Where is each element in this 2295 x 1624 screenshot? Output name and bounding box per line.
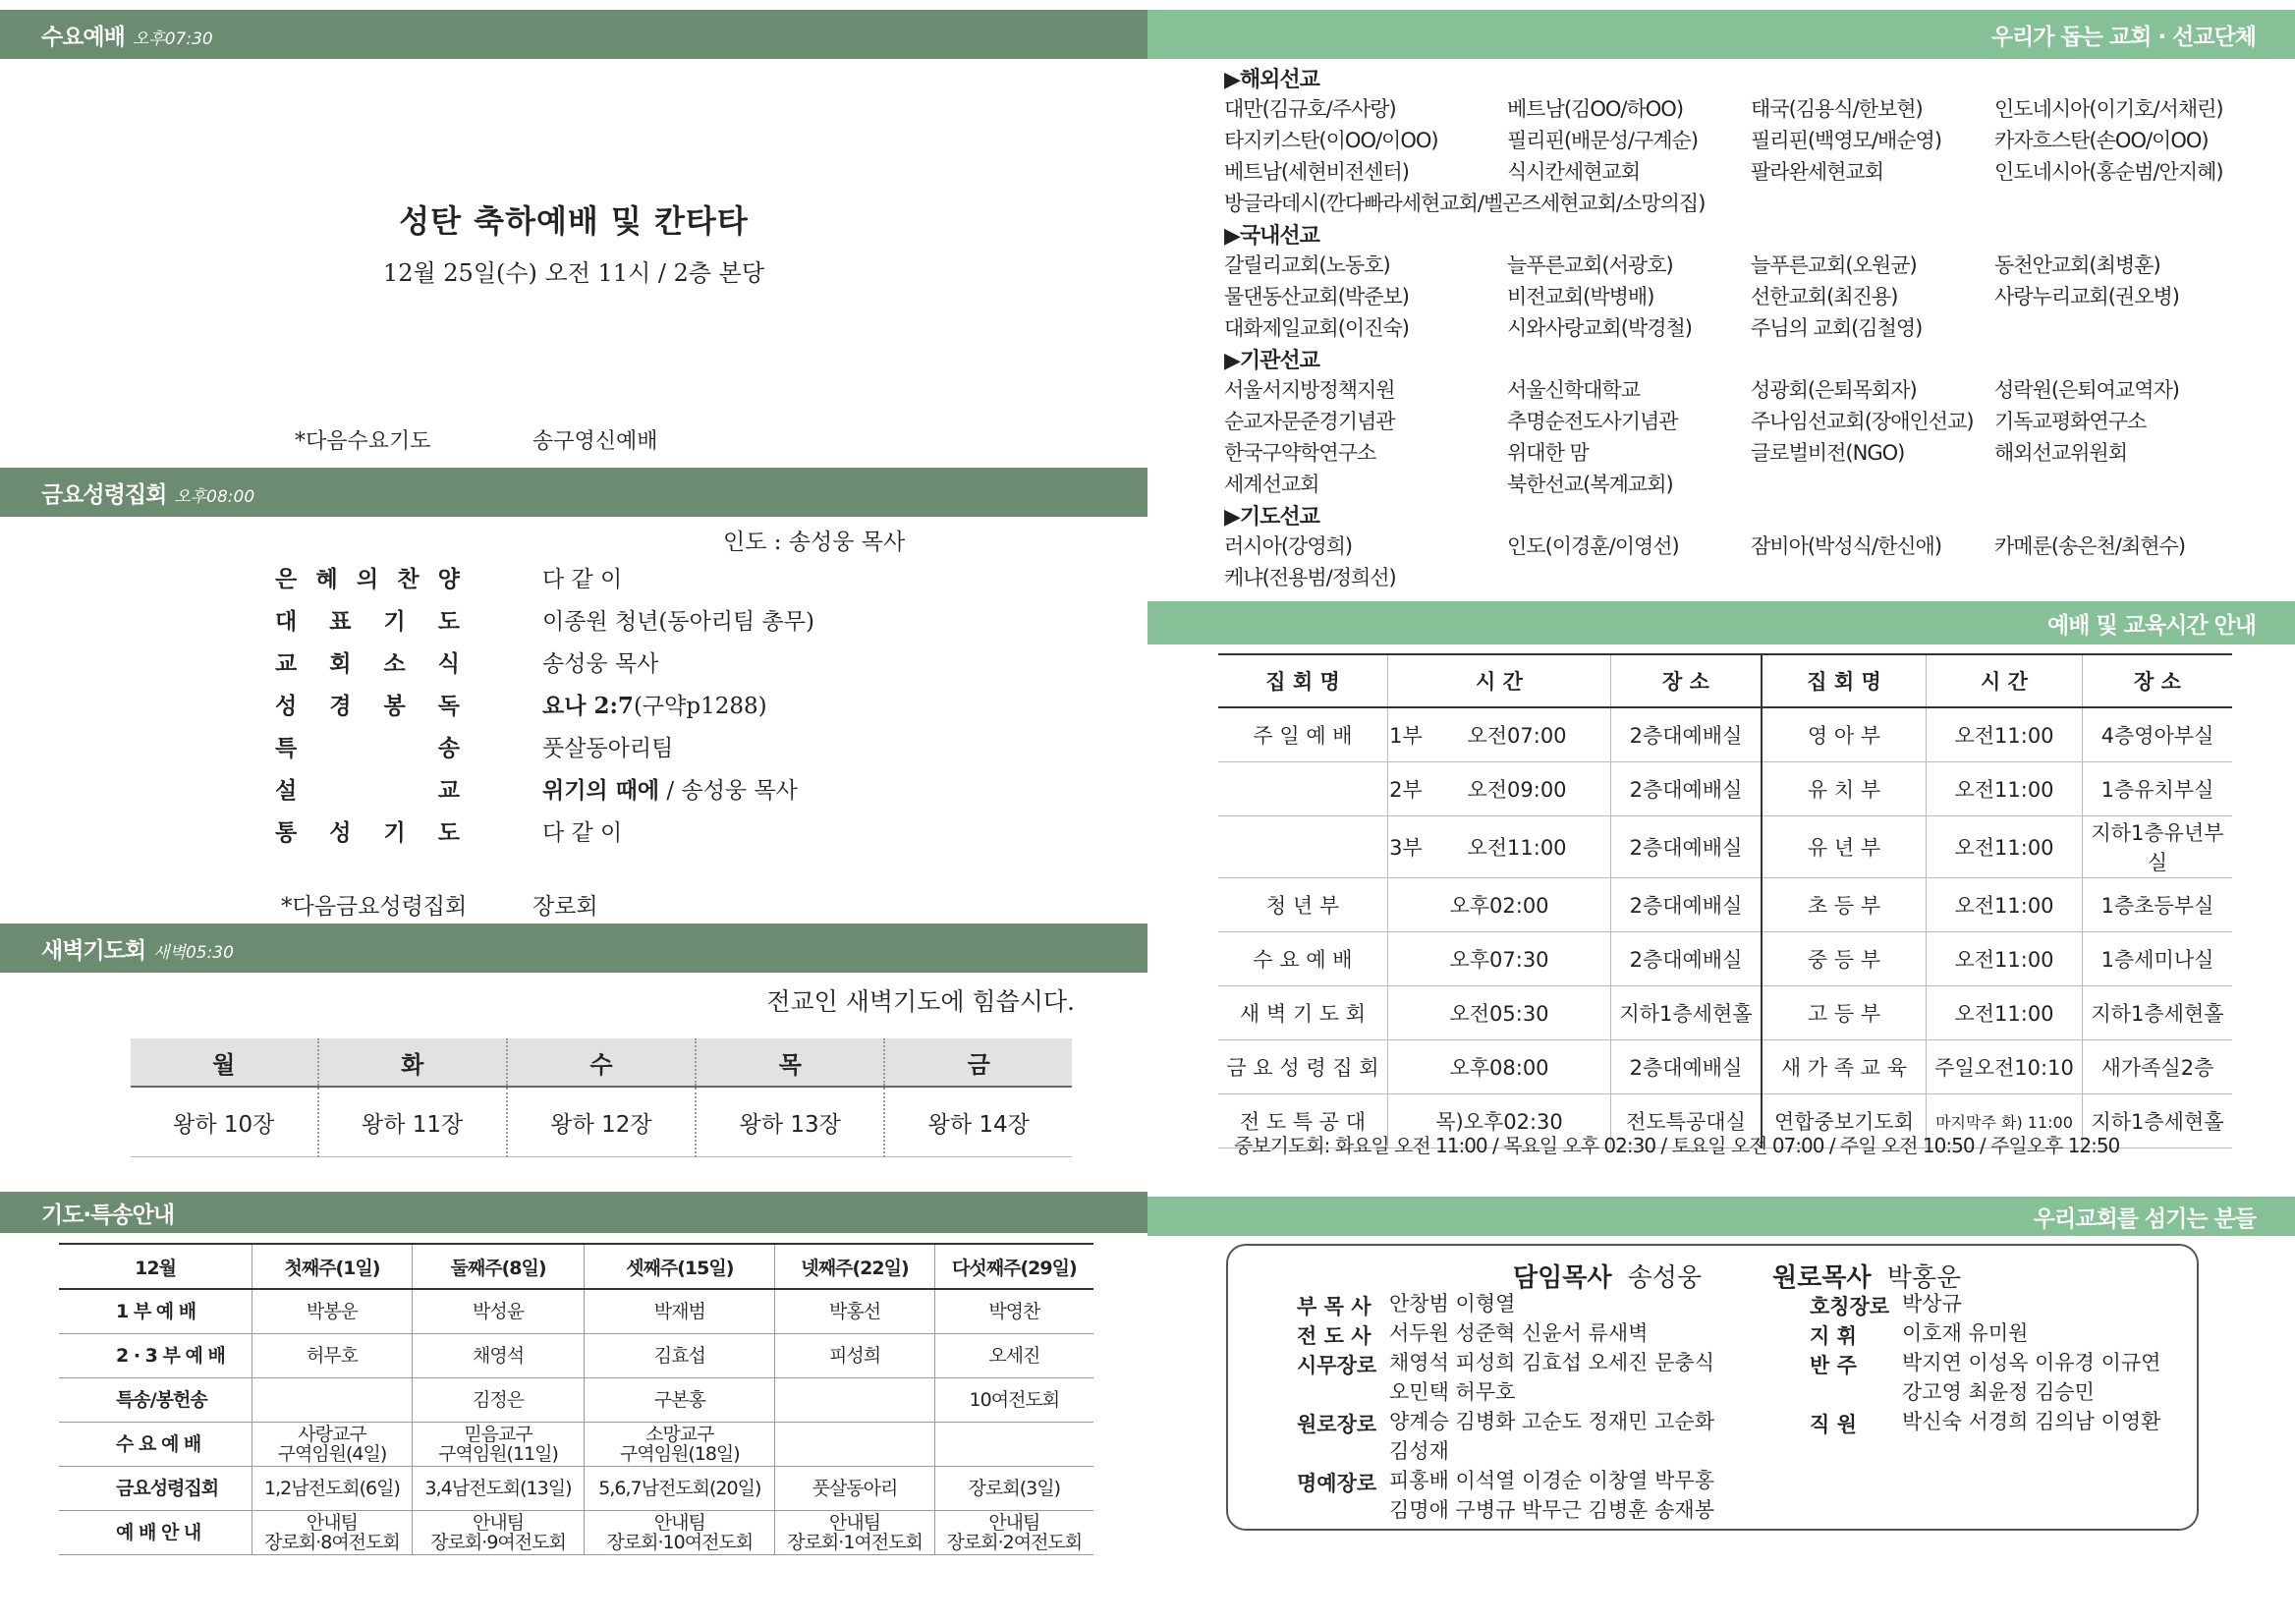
prayer-row [59, 1289, 1093, 1334]
prayer-cell [775, 1378, 934, 1423]
schedule-cell: 지하1층세현홀 [2083, 986, 2233, 1040]
prayer-cell: 5,6,7남전도회(20일) [585, 1467, 775, 1511]
program-item-text: 풋살동아리팀 [542, 736, 674, 761]
mission-item: 갈릴리교회(노동호) [1224, 253, 1390, 277]
prayer-cell: 소망교구 구역임원(18일) [585, 1423, 775, 1467]
mission-item [1751, 469, 1994, 500]
staff-title: 우리교회를 섬기는 분들 [2033, 1205, 2256, 1232]
bible-reading: 왕하 13장 [696, 1087, 884, 1157]
weekday-header: 목 [696, 1038, 884, 1087]
prayer-cell: 피성희 [775, 1334, 934, 1378]
next-wednesday-value: 송구영신예배 [532, 429, 658, 454]
program-item-value [542, 730, 673, 762]
staff-names: 박상규 [1902, 1292, 1962, 1316]
mission-item: 비전교회(박병배) [1507, 285, 1654, 308]
prayer-cell [934, 1423, 1093, 1467]
program-item-char: 식 [437, 651, 462, 677]
intercession-note: 중보기도회: 화요일 오전 11:00 / 목요일 오후 02:30 / 토요일 오전 07:00 / 주일 오전 10:50 / 주일오후 12:50 [1234, 1134, 2120, 1157]
program-item-label [275, 730, 462, 762]
schedule-title: 예배 및 교육시간 안내 [2047, 612, 2256, 639]
prayer-column-header: 다섯째주(29일) [934, 1244, 1093, 1289]
staff-role: 부 목 사 [1297, 1295, 1371, 1318]
mission-item: 세계선교회 [1224, 473, 1319, 496]
schedule-cell: 지하1층세현홀 [1611, 986, 1763, 1040]
next-wednesday-label: *다음수요기도 [295, 429, 431, 454]
program-item-char: 은 [275, 567, 300, 592]
dawn-time: 새벽05:30 [153, 942, 234, 963]
wednesday-time: 오후07:30 [132, 28, 213, 49]
program-item-text: / 송성웅 목사 [659, 778, 798, 804]
schedule-cell: 오전11:00 [1927, 932, 2083, 986]
program-item-label [275, 561, 462, 593]
mission-item: 해외선교위원회 [1994, 441, 2128, 465]
schedule-cell: 지하1층유년부실 [2083, 816, 2233, 878]
prayer-cell: 장로회(3일) [934, 1467, 1093, 1511]
schedule-cell: 목)오후02:30 [1388, 1094, 1611, 1148]
program-item-char: 혜 [315, 567, 340, 592]
schedule-row [1218, 1040, 2232, 1094]
prayer-cell: 허무호 [252, 1334, 413, 1378]
program-item-text: 송성웅 목사 [542, 651, 659, 677]
schedule-cell: 새가족실2층 [2083, 1040, 2233, 1094]
friday-title: 금요성령집회 [41, 481, 167, 508]
program-item-char: 의 [356, 567, 381, 592]
prayer-cell: 풋살동아리 [775, 1467, 934, 1511]
mission-item: 늘푸른교회(오원균) [1751, 253, 1917, 277]
prayer-column-header: 둘째주(8일) [412, 1244, 584, 1289]
program-item-emphasis: 위기의 때에 [542, 777, 660, 804]
prayer-title: 기도·특송안내 [41, 1202, 175, 1228]
prayer-row [59, 1334, 1093, 1378]
mission-item: 한국구약학연구소 [1224, 441, 1376, 465]
schedule-row [1218, 762, 2232, 816]
friday-header-bar [0, 468, 1148, 517]
mission-item: 케냐(전용범/정희선) [1224, 566, 1396, 589]
schedule-cell: 오전11:00 [1927, 707, 2083, 762]
prayer-cell: 박영찬 [934, 1289, 1093, 1334]
mission-item: 동천안교회(최병훈) [1994, 253, 2160, 277]
program-item-char: 독 [437, 694, 462, 719]
schedule-column-header: 시 간 [1927, 654, 2083, 707]
mission-item [1994, 562, 2250, 593]
prayer-table [59, 1243, 1093, 1555]
triangle-icon: ▶ [1224, 505, 1240, 530]
next-friday-label: *다음금요성령집회 [281, 894, 468, 920]
mission-section-name: 국내선교 [1239, 224, 1319, 249]
mission-item: 팔라완세현교회 [1751, 160, 1884, 184]
schedule-cell: 주일오전10:10 [1927, 1040, 2083, 1094]
program-item-char: 양 [437, 567, 462, 592]
staff-role: 지 휘 [1810, 1324, 1857, 1348]
schedule-cell: 새 가 족 교 육 [1762, 1040, 1927, 1094]
staff-role: 시무장로 [1297, 1354, 1377, 1377]
program-item-value [542, 645, 658, 678]
prayer-cell: 박봉운 [252, 1289, 413, 1334]
mission-item: 대화제일교회(이진숙) [1224, 316, 1409, 340]
program-item-char: 교 [275, 651, 300, 677]
mission-item: 주나임선교회(장애인선교) [1751, 410, 1974, 433]
schedule-cell: 2층대예배실 [1611, 878, 1763, 932]
schedule-cell: 1층초등부실 [2083, 878, 2233, 932]
schedule-cell: 유 치 부 [1762, 762, 1927, 816]
program-item-text: 다 같 이 [542, 820, 623, 846]
program-item-text: 이종원 청년(동아리팀 총무) [542, 609, 814, 635]
prayer-row-label: 2 · 3 부 예 배 [59, 1334, 252, 1378]
mission-item: 성광회(은퇴목회자) [1751, 378, 1917, 402]
program-item-char: 기 [383, 609, 408, 635]
program-item-text: 다 같 이 [542, 567, 623, 592]
emeritus-pastor-name: 박홍운 [1886, 1263, 1962, 1293]
staff-names: 이호재 유미원 [1902, 1321, 2029, 1345]
mission-item: 인도(이경훈/이영선) [1507, 534, 1679, 558]
mission-item: 카메룬(송은천/최현수) [1994, 534, 2186, 558]
schedule-cell: 1층유치부실 [2083, 762, 2233, 816]
staff-names: 채영석 피성희 김효섭 오세진 문충식 오민택 허무호 [1389, 1351, 1714, 1404]
mission-grid [1224, 250, 2266, 344]
schedule-cell: 오전11:00 [1927, 816, 2083, 878]
prayer-cell: 믿음교구 구역임원(11일) [412, 1423, 584, 1467]
event-detail: 12월 25일(수) 오전 11시 / 2층 본당 [382, 259, 765, 287]
prayer-cell: 구본홍 [585, 1378, 775, 1423]
prayer-row [59, 1511, 1093, 1555]
schedule-column-header: 장 소 [1611, 654, 1763, 707]
prayer-column-header: 첫째주(1일) [252, 1244, 413, 1289]
program-item-char: 봉 [383, 694, 408, 719]
program-item-emphasis: 요나 2:7 [542, 693, 634, 719]
schedule-cell: 지하1층세현홀 [2083, 1094, 2233, 1148]
schedule-cell: 오전05:30 [1388, 986, 1611, 1040]
staff-box [1226, 1244, 2199, 1531]
mission-section-name: 해외선교 [1239, 68, 1319, 92]
prayer-cell: 김효섭 [585, 1334, 775, 1378]
program-item-text: (구약p1288) [633, 694, 767, 719]
staff-role: 원로장로 [1297, 1413, 1377, 1436]
friday-program-row [275, 641, 963, 683]
senior-pastor-name: 송성웅 [1627, 1263, 1703, 1293]
prayer-cell: 김정은 [412, 1378, 584, 1423]
missions-list [1224, 63, 2266, 593]
prayer-column-header: 12월 [59, 1244, 252, 1289]
schedule-cell: 주 일 예 배 [1218, 707, 1388, 762]
program-item-char: 특 [275, 736, 300, 761]
staff-role: 직 원 [1810, 1413, 1857, 1436]
prayer-column-header: 셋째주(15일) [585, 1244, 775, 1289]
dawn-header-bar [0, 924, 1148, 973]
weekday-header: 금 [884, 1038, 1072, 1087]
mission-grid [1224, 531, 2266, 593]
mission-item [1507, 562, 1751, 593]
program-item-char: 도 [437, 609, 462, 635]
prayer-row-label: 특송/봉헌송 [59, 1378, 252, 1423]
program-item-char: 설 [275, 778, 300, 804]
mission-item: 북한선교(복계교회) [1507, 473, 1673, 496]
schedule-cell [1218, 762, 1388, 816]
prayer-cell: 안내팀 장로회·2여전도회 [934, 1511, 1093, 1555]
program-item-char: 도 [437, 820, 462, 846]
mission-item: 카자흐스탄(손OO/이OO) [1994, 129, 2209, 152]
staff-names: 박지연 이성옥 이유경 이규연 강고영 최윤정 김승민 [1902, 1351, 2161, 1404]
schedule-cell: 2층대예배실 [1611, 707, 1763, 762]
friday-program-row [275, 725, 963, 767]
mission-item: 글로벌비전(NGO) [1751, 441, 1905, 465]
staff-names: 박신숙 서경희 김의남 이영환 [1902, 1410, 2161, 1433]
program-item-label [275, 688, 462, 720]
triangle-icon: ▶ [1224, 68, 1240, 92]
prayer-cell [252, 1378, 413, 1423]
prayer-column-header: 넷째주(22일) [775, 1244, 934, 1289]
mission-item: 인도네시아(이기호/서채린) [1994, 97, 2223, 121]
emeritus-pastor-label: 원로목사 [1772, 1263, 1872, 1293]
missions-title: 우리가 돕는 교회 · 선교단체 [1990, 24, 2256, 50]
mission-item: 태국(김용식/한보현) [1751, 97, 1923, 121]
mission-item: 필리핀(배문성/구계순) [1507, 129, 1699, 152]
mission-item: 베트남(김OO/하OO) [1507, 97, 1684, 121]
program-item-char: 통 [275, 820, 300, 846]
schedule-cell: 오후07:30 [1388, 932, 1611, 986]
mission-item: 식시칸세현교회 [1507, 160, 1641, 184]
schedule-cell: 오전11:00 [1927, 762, 2083, 816]
prayer-row-label: 예 배 안 내 [59, 1511, 252, 1555]
schedule-cell: 1층세미나실 [2083, 932, 2233, 986]
senior-pastor-label: 담임목사 [1513, 1263, 1612, 1293]
prayer-cell [775, 1423, 934, 1467]
mission-section-heading [1224, 219, 2266, 250]
program-item-label [275, 814, 462, 847]
wednesday-title: 수요예배 [41, 24, 125, 50]
schedule-cell: 오전11:00 [1424, 816, 1611, 878]
friday-program-row [275, 810, 963, 852]
schedule-cell: 2층대예배실 [1611, 762, 1763, 816]
mission-item: 시와사랑교회(박경철) [1507, 316, 1692, 340]
mission-item: 주님의 교회(김철영) [1751, 316, 1923, 340]
program-item-char: 경 [329, 694, 354, 719]
schedule-cell: 새 벽 기 도 회 [1218, 986, 1388, 1040]
prayer-cell: 3,4남전도회(13일) [412, 1467, 584, 1511]
program-item-char: 성 [329, 820, 354, 846]
program-item-value [542, 561, 622, 593]
mission-grid [1224, 374, 2266, 500]
prayer-row-label: 수 요 예 배 [59, 1423, 252, 1467]
mission-section-heading [1224, 63, 2266, 93]
schedule-row [1218, 816, 2232, 878]
schedule-cell: 금 요 성 령 집 회 [1218, 1040, 1388, 1094]
program-item-char: 기 [383, 820, 408, 846]
mission-item [1751, 562, 1994, 593]
program-item-label [275, 603, 462, 636]
prayer-cell: 10여전도회 [934, 1378, 1093, 1423]
program-item-value [542, 814, 622, 847]
mission-section-name: 기도선교 [1239, 505, 1319, 530]
schedule-cell: 2층대예배실 [1611, 816, 1763, 878]
mission-item: 타지키스탄(이OO/이OO) [1224, 129, 1438, 152]
dawn-message: 전교인 새벽기도에 힘씁시다. [766, 987, 1075, 1016]
prayer-cell: 사랑교구 구역임원(4일) [252, 1423, 413, 1467]
mission-section-heading [1224, 344, 2266, 374]
program-item-char: 표 [329, 609, 354, 635]
bible-reading: 왕하 10장 [131, 1087, 318, 1157]
program-item-label [275, 772, 462, 805]
staff-header-bar [1148, 1197, 2295, 1236]
mission-item: 대만(김규호/주사랑) [1224, 97, 1396, 121]
prayer-cell: 안내팀 장로회·10여전도회 [585, 1511, 775, 1555]
schedule-cell: 수 요 예 배 [1218, 932, 1388, 986]
staff-role: 반 주 [1810, 1354, 1857, 1377]
schedule-cell: 2층대예배실 [1611, 932, 1763, 986]
triangle-icon: ▶ [1224, 349, 1240, 373]
schedule-row [1218, 932, 2232, 986]
schedule-column-header: 장 소 [2083, 654, 2233, 707]
program-item-value [542, 688, 767, 720]
wednesday-header-bar [0, 10, 1148, 59]
prayer-cell: 박재범 [585, 1289, 775, 1334]
weekday-header: 수 [507, 1038, 696, 1087]
schedule-cell: 유 년 부 [1762, 816, 1927, 878]
prayer-row [59, 1423, 1093, 1467]
schedule-table [1218, 653, 2232, 1148]
staff-role: 호칭장로 [1810, 1295, 1890, 1318]
schedule-cell: 4층영아부실 [2083, 707, 2233, 762]
schedule-cell: 오전09:00 [1424, 762, 1611, 816]
prayer-cell: 1,2남전도회(6일) [252, 1467, 413, 1511]
mission-grid [1224, 93, 2266, 219]
schedule-cell: 전도특공대실 [1611, 1094, 1763, 1148]
prayer-row [59, 1467, 1093, 1511]
schedule-cell: 3부 [1388, 816, 1425, 878]
dawn-reading-table [131, 1038, 1072, 1157]
prayer-cell: 안내팀 장로회·1여전도회 [775, 1511, 934, 1555]
mission-item: 늘푸른교회(서광호) [1507, 253, 1673, 277]
bible-reading: 왕하 11장 [318, 1087, 507, 1157]
staff-names: 피홍배 이석열 이경순 이창열 박무홍 김명애 구병규 박무근 김병훈 송재봉 [1389, 1469, 1714, 1522]
schedule-row [1218, 707, 2232, 762]
prayer-cell: 박홍선 [775, 1289, 934, 1334]
event-title: 성탄 축하예배 및 칸타타 [399, 202, 749, 240]
schedule-column-header: 시 간 [1388, 654, 1611, 707]
mission-item: 위대한 맘 [1507, 441, 1589, 465]
schedule-cell: 중 등 부 [1762, 932, 1927, 986]
schedule-header-bar [1148, 601, 2295, 644]
staff-names: 서두원 성준혁 신윤서 류새벽 [1389, 1321, 1649, 1345]
schedule-cell: 전 도 특 공 대 [1218, 1094, 1388, 1148]
mission-item: 순교자문준경기념관 [1224, 410, 1395, 433]
bible-reading: 왕하 14장 [884, 1087, 1072, 1157]
mission-item: 방글라데시(깐다빠라세현교회/벨곤즈세현교회/소망의집) [1224, 192, 1706, 215]
friday-program-row [275, 598, 963, 641]
program-item-value [542, 772, 798, 805]
dawn-title: 새벽기도회 [41, 937, 146, 964]
staff-role: 명예장로 [1297, 1472, 1377, 1495]
schedule-cell: 오후02:00 [1388, 878, 1611, 932]
friday-leader: 인도 : 송성웅 목사 [723, 530, 906, 555]
schedule-row [1218, 878, 2232, 932]
schedule-row [1218, 986, 2232, 1040]
friday-time: 오후08:00 [174, 486, 255, 507]
program-item-label [275, 645, 462, 678]
next-friday-value: 장로회 [532, 894, 598, 920]
schedule-column-header: 집 회 명 [1218, 654, 1388, 707]
prayer-cell: 채영석 [412, 1334, 584, 1378]
staff-role: 전 도 사 [1297, 1324, 1371, 1348]
mission-item: 서울신학대학교 [1507, 378, 1641, 402]
schedule-cell: 오전07:00 [1424, 707, 1611, 762]
prayer-cell: 안내팀 장로회·9여전도회 [412, 1511, 584, 1555]
schedule-cell: 마지막주 화) 11:00 [1927, 1094, 2083, 1148]
prayer-cell: 박성윤 [412, 1289, 584, 1334]
prayer-cell: 오세진 [934, 1334, 1093, 1378]
mission-item [1994, 469, 2250, 500]
mission-item: 성락원(은퇴여교역자) [1994, 378, 2179, 402]
schedule-cell: 2부 [1388, 762, 1425, 816]
triangle-icon: ▶ [1224, 224, 1240, 249]
program-item-char: 성 [275, 694, 300, 719]
schedule-cell: 2층대예배실 [1611, 1040, 1763, 1094]
schedule-column-header: 집 회 명 [1762, 654, 1927, 707]
prayer-row-label: 1 부 예 배 [59, 1289, 252, 1334]
mission-section-name: 기관선교 [1239, 349, 1319, 373]
program-item-char: 교 [437, 778, 462, 804]
missions-header-bar [1148, 10, 2295, 59]
program-item-char: 찬 [397, 567, 421, 592]
mission-item: 사랑누리교회(권오병) [1994, 285, 2179, 308]
schedule-cell: 고 등 부 [1762, 986, 1927, 1040]
prayer-row [59, 1378, 1093, 1423]
schedule-cell [1218, 816, 1388, 878]
schedule-cell: 오전11:00 [1927, 986, 2083, 1040]
mission-item [1994, 312, 2250, 344]
friday-program-row [275, 767, 963, 810]
schedule-cell: 오전11:00 [1927, 878, 2083, 932]
program-item-char: 소 [383, 651, 408, 677]
schedule-cell: 청 년 부 [1218, 878, 1388, 932]
schedule-cell: 초 등 부 [1762, 878, 1927, 932]
mission-item: 잠비아(박성식/한신애) [1751, 534, 1942, 558]
schedule-cell: 오후08:00 [1388, 1040, 1611, 1094]
schedule-cell: 영 아 부 [1762, 707, 1927, 762]
mission-section-heading [1224, 500, 2266, 531]
staff-names: 안창범 이형열 [1389, 1292, 1516, 1316]
prayer-row-label: 금요성령집회 [59, 1467, 252, 1511]
mission-item: 베트남(세현비전센터) [1224, 160, 1409, 184]
schedule-cell: 1부 [1388, 707, 1425, 762]
mission-item: 필리핀(백영모/배순영) [1751, 129, 1942, 152]
mission-item: 물댄동산교회(박준보) [1224, 285, 1409, 308]
program-item-value [542, 603, 814, 636]
program-item-char: 회 [329, 651, 354, 677]
mission-item: 기독교평화연구소 [1994, 410, 2147, 433]
weekday-header: 화 [318, 1038, 507, 1087]
program-item-char: 대 [275, 609, 300, 635]
mission-item: 서울서지방정책지원 [1224, 378, 1395, 402]
weekday-header: 월 [131, 1038, 318, 1087]
mission-item: 추명순전도사기념관 [1507, 410, 1678, 433]
mission-item: 러시아(강영희) [1224, 534, 1353, 558]
program-item-char: 송 [437, 736, 462, 761]
prayer-header-bar [0, 1192, 1148, 1233]
prayer-cell: 안내팀 장로회·8여전도회 [252, 1511, 413, 1555]
bible-reading: 왕하 12장 [507, 1087, 696, 1157]
schedule-cell: 연합중보기도회 [1762, 1094, 1927, 1148]
mission-item: 인도네시아(홍순범/안지혜) [1994, 160, 2223, 184]
friday-program-row [275, 556, 963, 598]
mission-item: 선한교회(최진용) [1751, 285, 1898, 308]
friday-program-row [275, 683, 963, 725]
staff-names: 양계승 김병화 고순도 정재민 고순화 김성재 [1389, 1410, 1714, 1463]
